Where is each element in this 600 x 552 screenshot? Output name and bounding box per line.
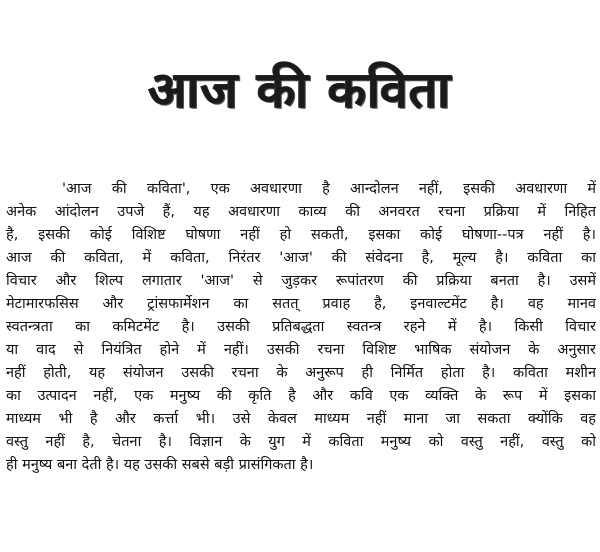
text-line: आज की कविता, में कविता, निरंतर 'आज' की संवेदना है, मूल्य है। कविता का (6, 250, 596, 266)
text-line: है, इसकी कोई विशिष्ट घोषणा नहीं हो सकती, इसका कोई घोषणा--पत्र नहीं है। (6, 227, 596, 243)
text-line: स्वतन्त्रता का कमिटमेंट है। उसकी प्रतिबद्धता स्वतन्त्र रहने में है। किसी विचार (6, 319, 596, 335)
body-paragraph (0, 178, 600, 477)
text-line: वस्तु नहीं है, चेतना है। विज्ञान के युग में कविता मनुष्य को वस्तु नहीं, वस्तु को (6, 434, 596, 450)
page-title: आज की कविता (148, 61, 452, 119)
text-line: माध्यम भी है और कर्त्ता भी। उसे केवल माध्यम नहीं माना जा सकता क्योंकि वह (6, 411, 596, 427)
text-line: अनेक आंदोलन उपजे हैं, यह अवधारणा काव्य की अनवरत रचना प्रक्रिया में निहित (6, 204, 596, 220)
text-line: विचार और शिल्प लगातार 'आज' से जुड़कर रूपांतरण की प्रक्रिया बनता है। उसमें (6, 273, 596, 289)
text-line: 'आज की कविता', एक अवधारणा है आन्दोलन नहीं, इसकी अवधारणा में (62, 181, 596, 197)
text-line: मेटामारफसिस और ट्रांसफार्मेशन का सतत् प्रवाह है, इनवाल्टमेंट है। वह मानव (6, 296, 596, 312)
text-line: ही मनुष्य बना देती है। यह उसकी सबसे बड़ी प्रासंगिकता है। (6, 457, 314, 473)
text-line: नहीं होती, यह संयोजन उसकी रचना के अनुरूप ही निर्मित होता है। कविता मशीन (6, 365, 596, 381)
text-line: का उत्पादन नहीं, एक मनुष्य की कृति है और कवि एक व्यक्ति के रूप में इसका (6, 388, 596, 404)
text-line: या वाद से नियंत्रित होने में नहीं। उसकी रचना विशिष्ट भाषिक संयोजन के अनुसार (6, 342, 596, 358)
